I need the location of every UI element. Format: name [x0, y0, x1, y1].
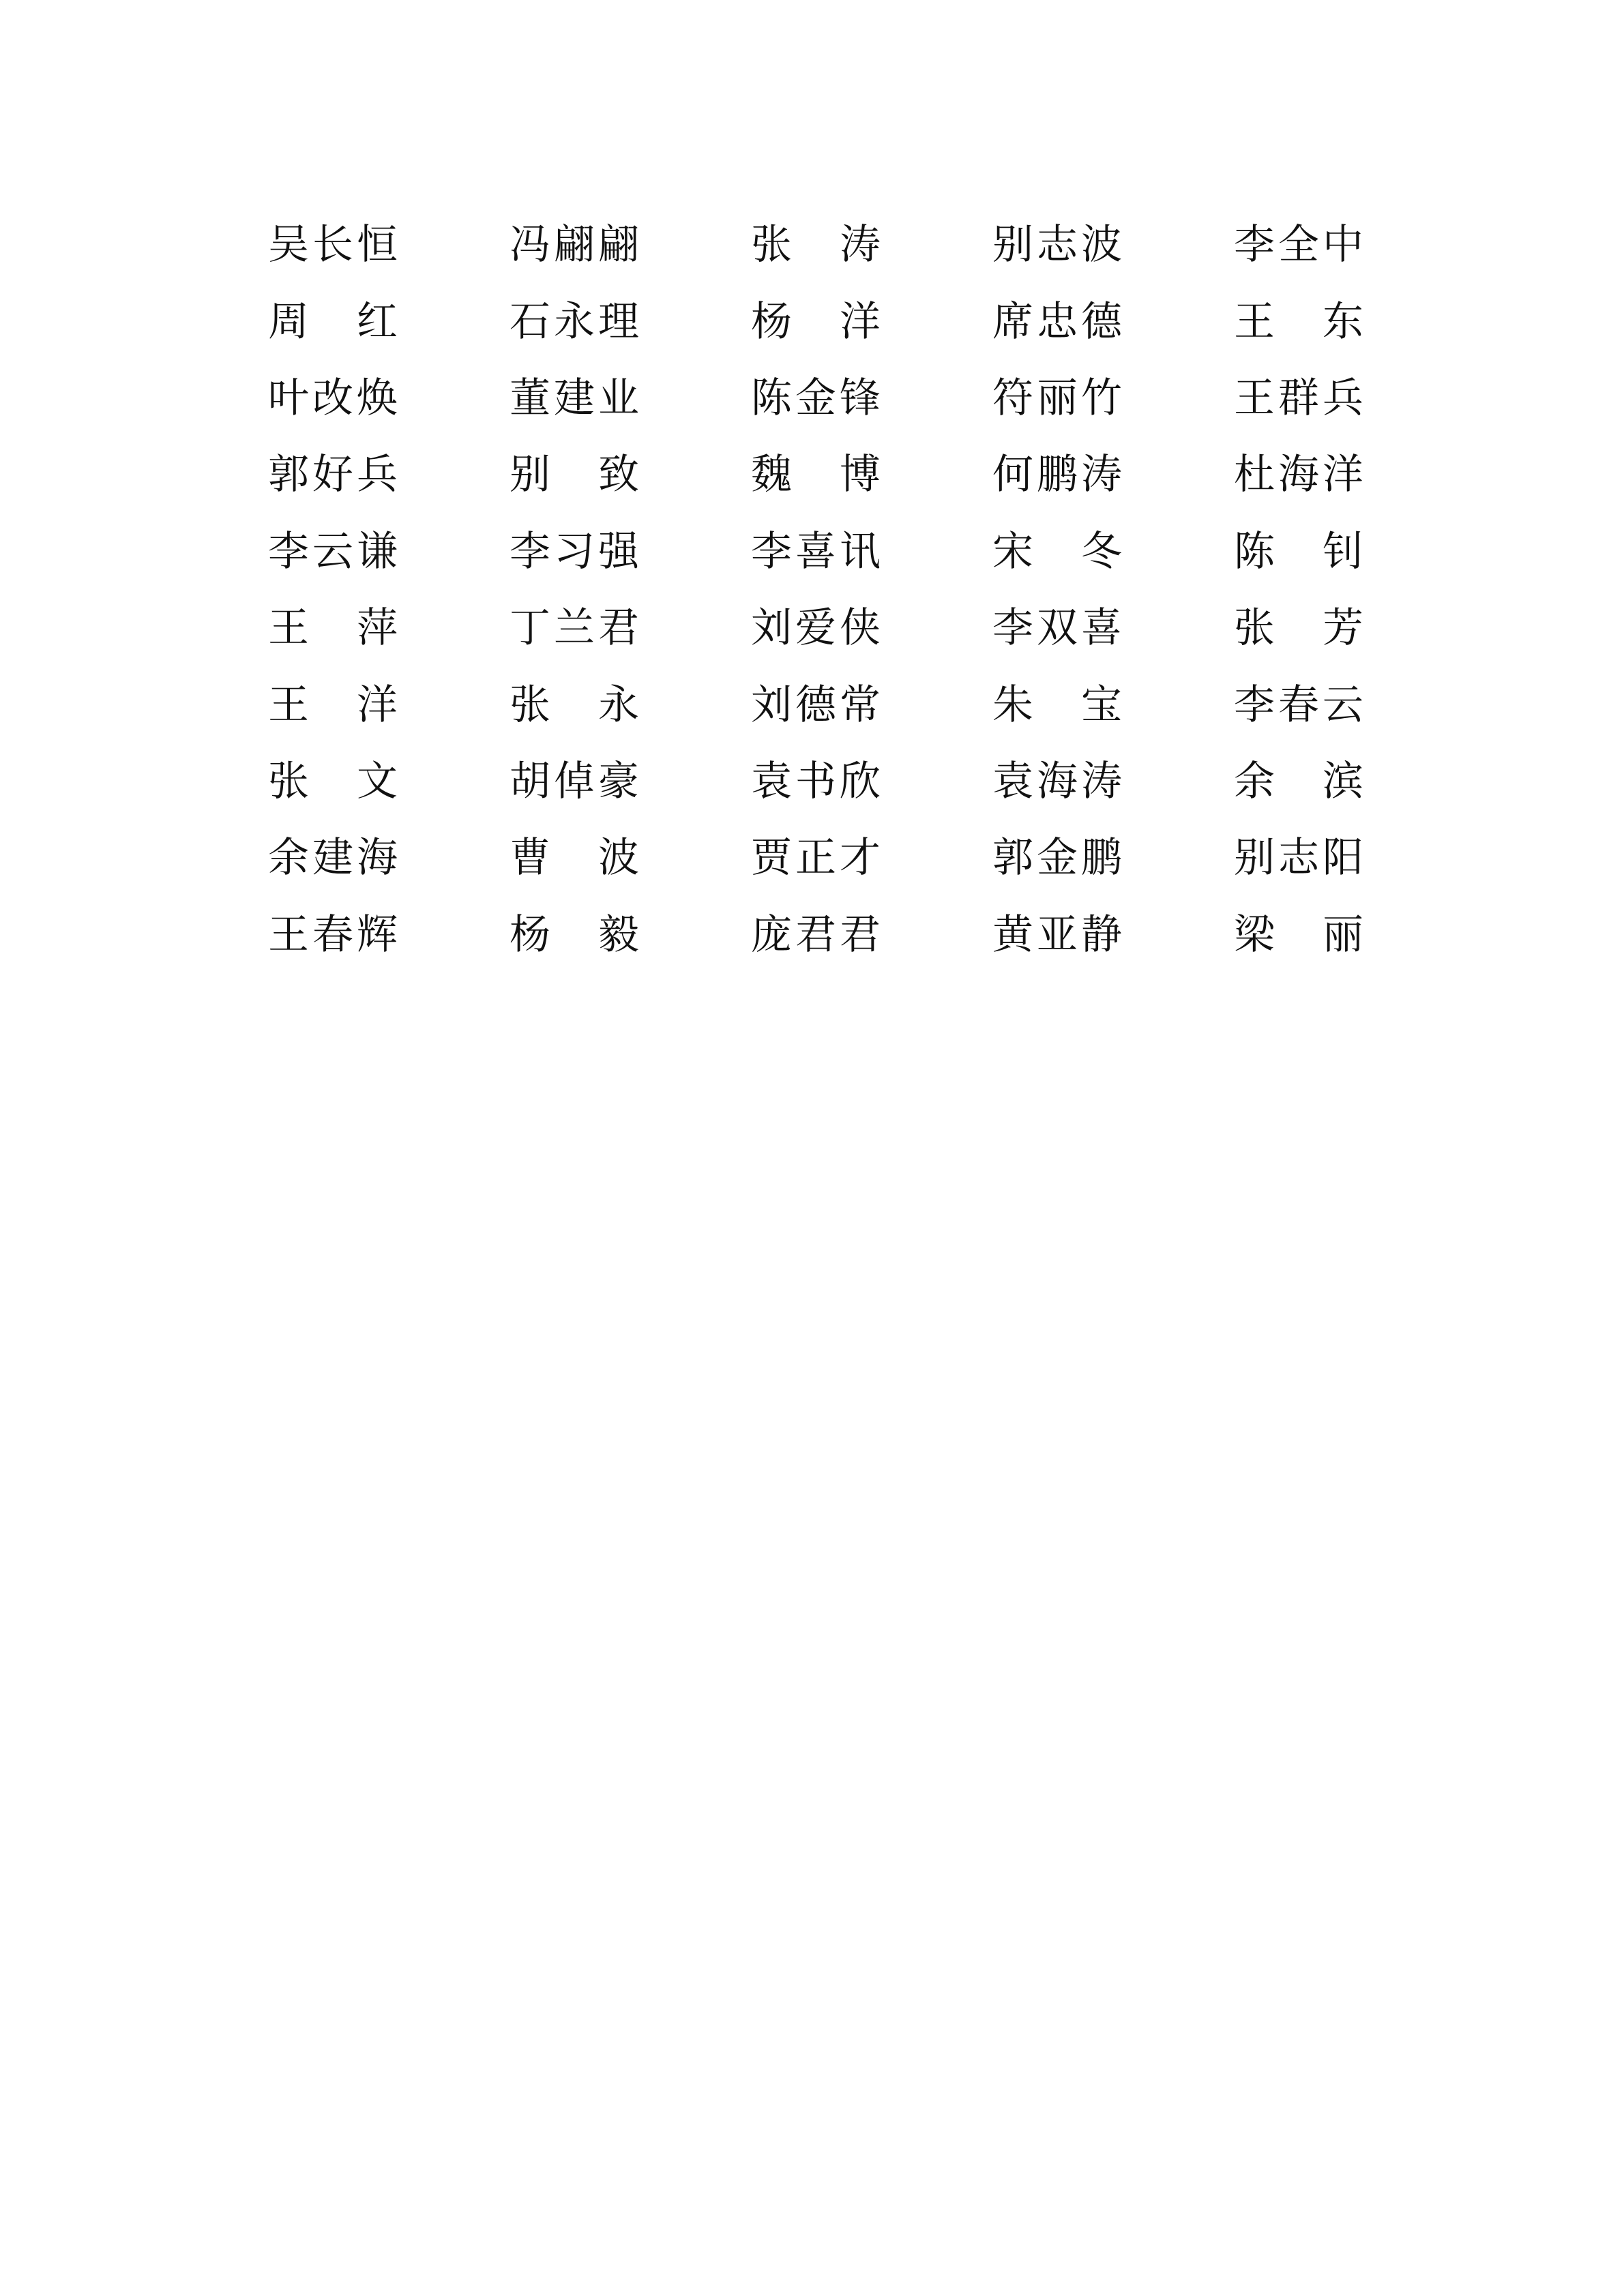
person-name: 宋 冬	[992, 527, 1122, 576]
person-name: 吴 长 恒	[268, 221, 398, 269]
person-name: 周 红	[268, 297, 398, 346]
person-name: 王 萍	[268, 604, 398, 653]
person-name: 杨 洋	[751, 297, 881, 346]
person-name: 袁 书 欣	[751, 757, 881, 805]
person-name: 李 春 云	[1234, 681, 1363, 729]
person-name: 杜 海 洋	[1234, 451, 1363, 499]
person-name: 梁 丽	[1234, 910, 1363, 959]
person-name: 张 永	[510, 681, 639, 729]
person-name: 王 东	[1234, 297, 1363, 346]
person-name: 陈 钊	[1234, 527, 1363, 576]
person-name: 李 习 强	[510, 527, 639, 576]
person-name: 王 群 兵	[1234, 374, 1363, 422]
person-name: 王 洋	[268, 681, 398, 729]
person-name: 别 志 波	[992, 221, 1122, 269]
person-name: 董 建 业	[510, 374, 639, 422]
person-name: 丁 兰 君	[510, 604, 639, 653]
person-name: 席 忠 德	[992, 297, 1122, 346]
person-name: 刘 德 常	[751, 681, 881, 729]
person-name: 张 涛	[751, 221, 881, 269]
person-name: 李 喜 讯	[751, 527, 881, 576]
person-name: 贾 正 才	[751, 834, 881, 882]
person-name: 魏 博	[751, 451, 881, 499]
person-name: 别 致	[510, 451, 639, 499]
person-name: 别 志 阳	[1234, 834, 1363, 882]
person-name: 冯 翩 翩	[510, 221, 639, 269]
person-name: 李 云 谦	[268, 527, 398, 576]
person-name: 庞 君 君	[751, 910, 881, 959]
person-name: 黄 亚 静	[992, 910, 1122, 959]
person-name: 袁 海 涛	[992, 757, 1122, 805]
person-name: 胡 倬 豪	[510, 757, 639, 805]
person-name: 刘 爱 侠	[751, 604, 881, 653]
person-name: 陈 金 锋	[751, 374, 881, 422]
person-name: 李 全 中	[1234, 221, 1363, 269]
person-name: 朱 宝	[992, 681, 1122, 729]
person-name: 石 永 理	[510, 297, 639, 346]
person-name: 李 双 喜	[992, 604, 1122, 653]
person-name: 张 芳	[1234, 604, 1363, 653]
person-name: 余 滨	[1234, 757, 1363, 805]
person-name: 郭 金 鹏	[992, 834, 1122, 882]
person-name: 王 春 辉	[268, 910, 398, 959]
person-name: 余 建 海	[268, 834, 398, 882]
person-name: 何 鹏 涛	[992, 451, 1122, 499]
person-name: 符 丽 竹	[992, 374, 1122, 422]
name-list-grid	[268, 207, 1373, 973]
person-name: 叶 改 焕	[268, 374, 398, 422]
person-name: 曹 波	[510, 834, 639, 882]
person-name: 杨 毅	[510, 910, 639, 959]
person-name: 郭 好 兵	[268, 451, 398, 499]
person-name: 张 文	[268, 757, 398, 805]
